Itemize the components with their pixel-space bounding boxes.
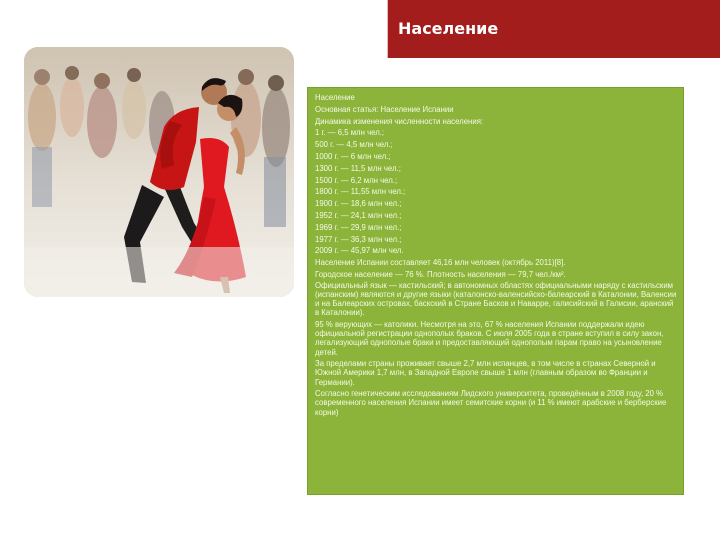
population-entry: 1300 г. — 11,5 млн чел.;	[315, 163, 401, 173]
genetics-paragraph: Согласно генетическим исследованиям Лидского университета, проведённым в 2008 году, 20 % современного населения Испании имеет семитские корни (и 11 % имеют арабские и берберские корни)	[315, 389, 667, 417]
population-text-panel	[307, 87, 684, 495]
slide-title: Население	[398, 19, 499, 38]
population-text	[315, 92, 677, 419]
population-entry: 1969 г. — 29,9 млн чел.;	[315, 222, 402, 232]
population-entry: 1900 г. — 18,6 млн чел.;	[315, 199, 402, 209]
dynamics-line: Динамика изменения численности населения:	[315, 116, 484, 126]
population-entry: 1952 г. — 24,1 млн чел.;	[315, 210, 402, 220]
population-entry: 1800 г. — 11,55 млн чел.;	[315, 187, 406, 197]
main-article-link[interactable]: Основная статья: Население Испании	[315, 104, 454, 114]
diaspora-paragraph: За пределами страны проживает свыше 2,7 млн испанцев, в том числе в странах Северной и Южной Америки 1,7 млн, в Западной Европе свыше 1 млн (главным образом во Франции и Германии).	[315, 359, 656, 387]
religion-paragraph: 95 % верующих — католики. Несмотря на это, 67 % населения Испании поддержали идею официальной регистрации однополых браков. С июля 2005 года в стране вступил в силу закон, легализующий однополые браки и предоставляющий однополым парам право на усыновление детей.	[315, 319, 664, 357]
population-entry: 2009 г. — 45,97 млн чел.	[315, 246, 404, 256]
population-entry: 1000 г. — 6 млн чел.;	[315, 151, 391, 161]
population-entry: 1 г. — 6,5 млн чел.;	[315, 128, 385, 138]
heading-line: Население	[315, 93, 355, 102]
total-population-line: Население Испании составляет 46,16 млн человек (октябрь 2011)[8].	[315, 258, 566, 268]
urban-population-line: Городское население — 76 %. Плотность населения — 79,7 чел./км².	[315, 269, 566, 279]
population-entry: 500 г. — 4,5 млн чел.;	[315, 140, 393, 150]
population-entry: 1500 г. — 6,2 млн чел.;	[315, 175, 398, 185]
dancers-illustration	[24, 47, 294, 297]
languages-paragraph: Официальный язык — кастильский; в автономных областях официальными наряду с кастильским (испанским) являются и другие языки (каталонско-валенсийско-балеарский в Каталонии, Валенсии и на Балеарских островах, баскский в Стране Басков и Наварре, галисийский в Галисии, аранский в Каталонии).	[315, 280, 677, 318]
population-entry: 1977 г. — 36,3 млн чел.;	[315, 234, 402, 244]
slide-title-bar	[387, 0, 720, 58]
dancers-photo	[24, 47, 294, 297]
